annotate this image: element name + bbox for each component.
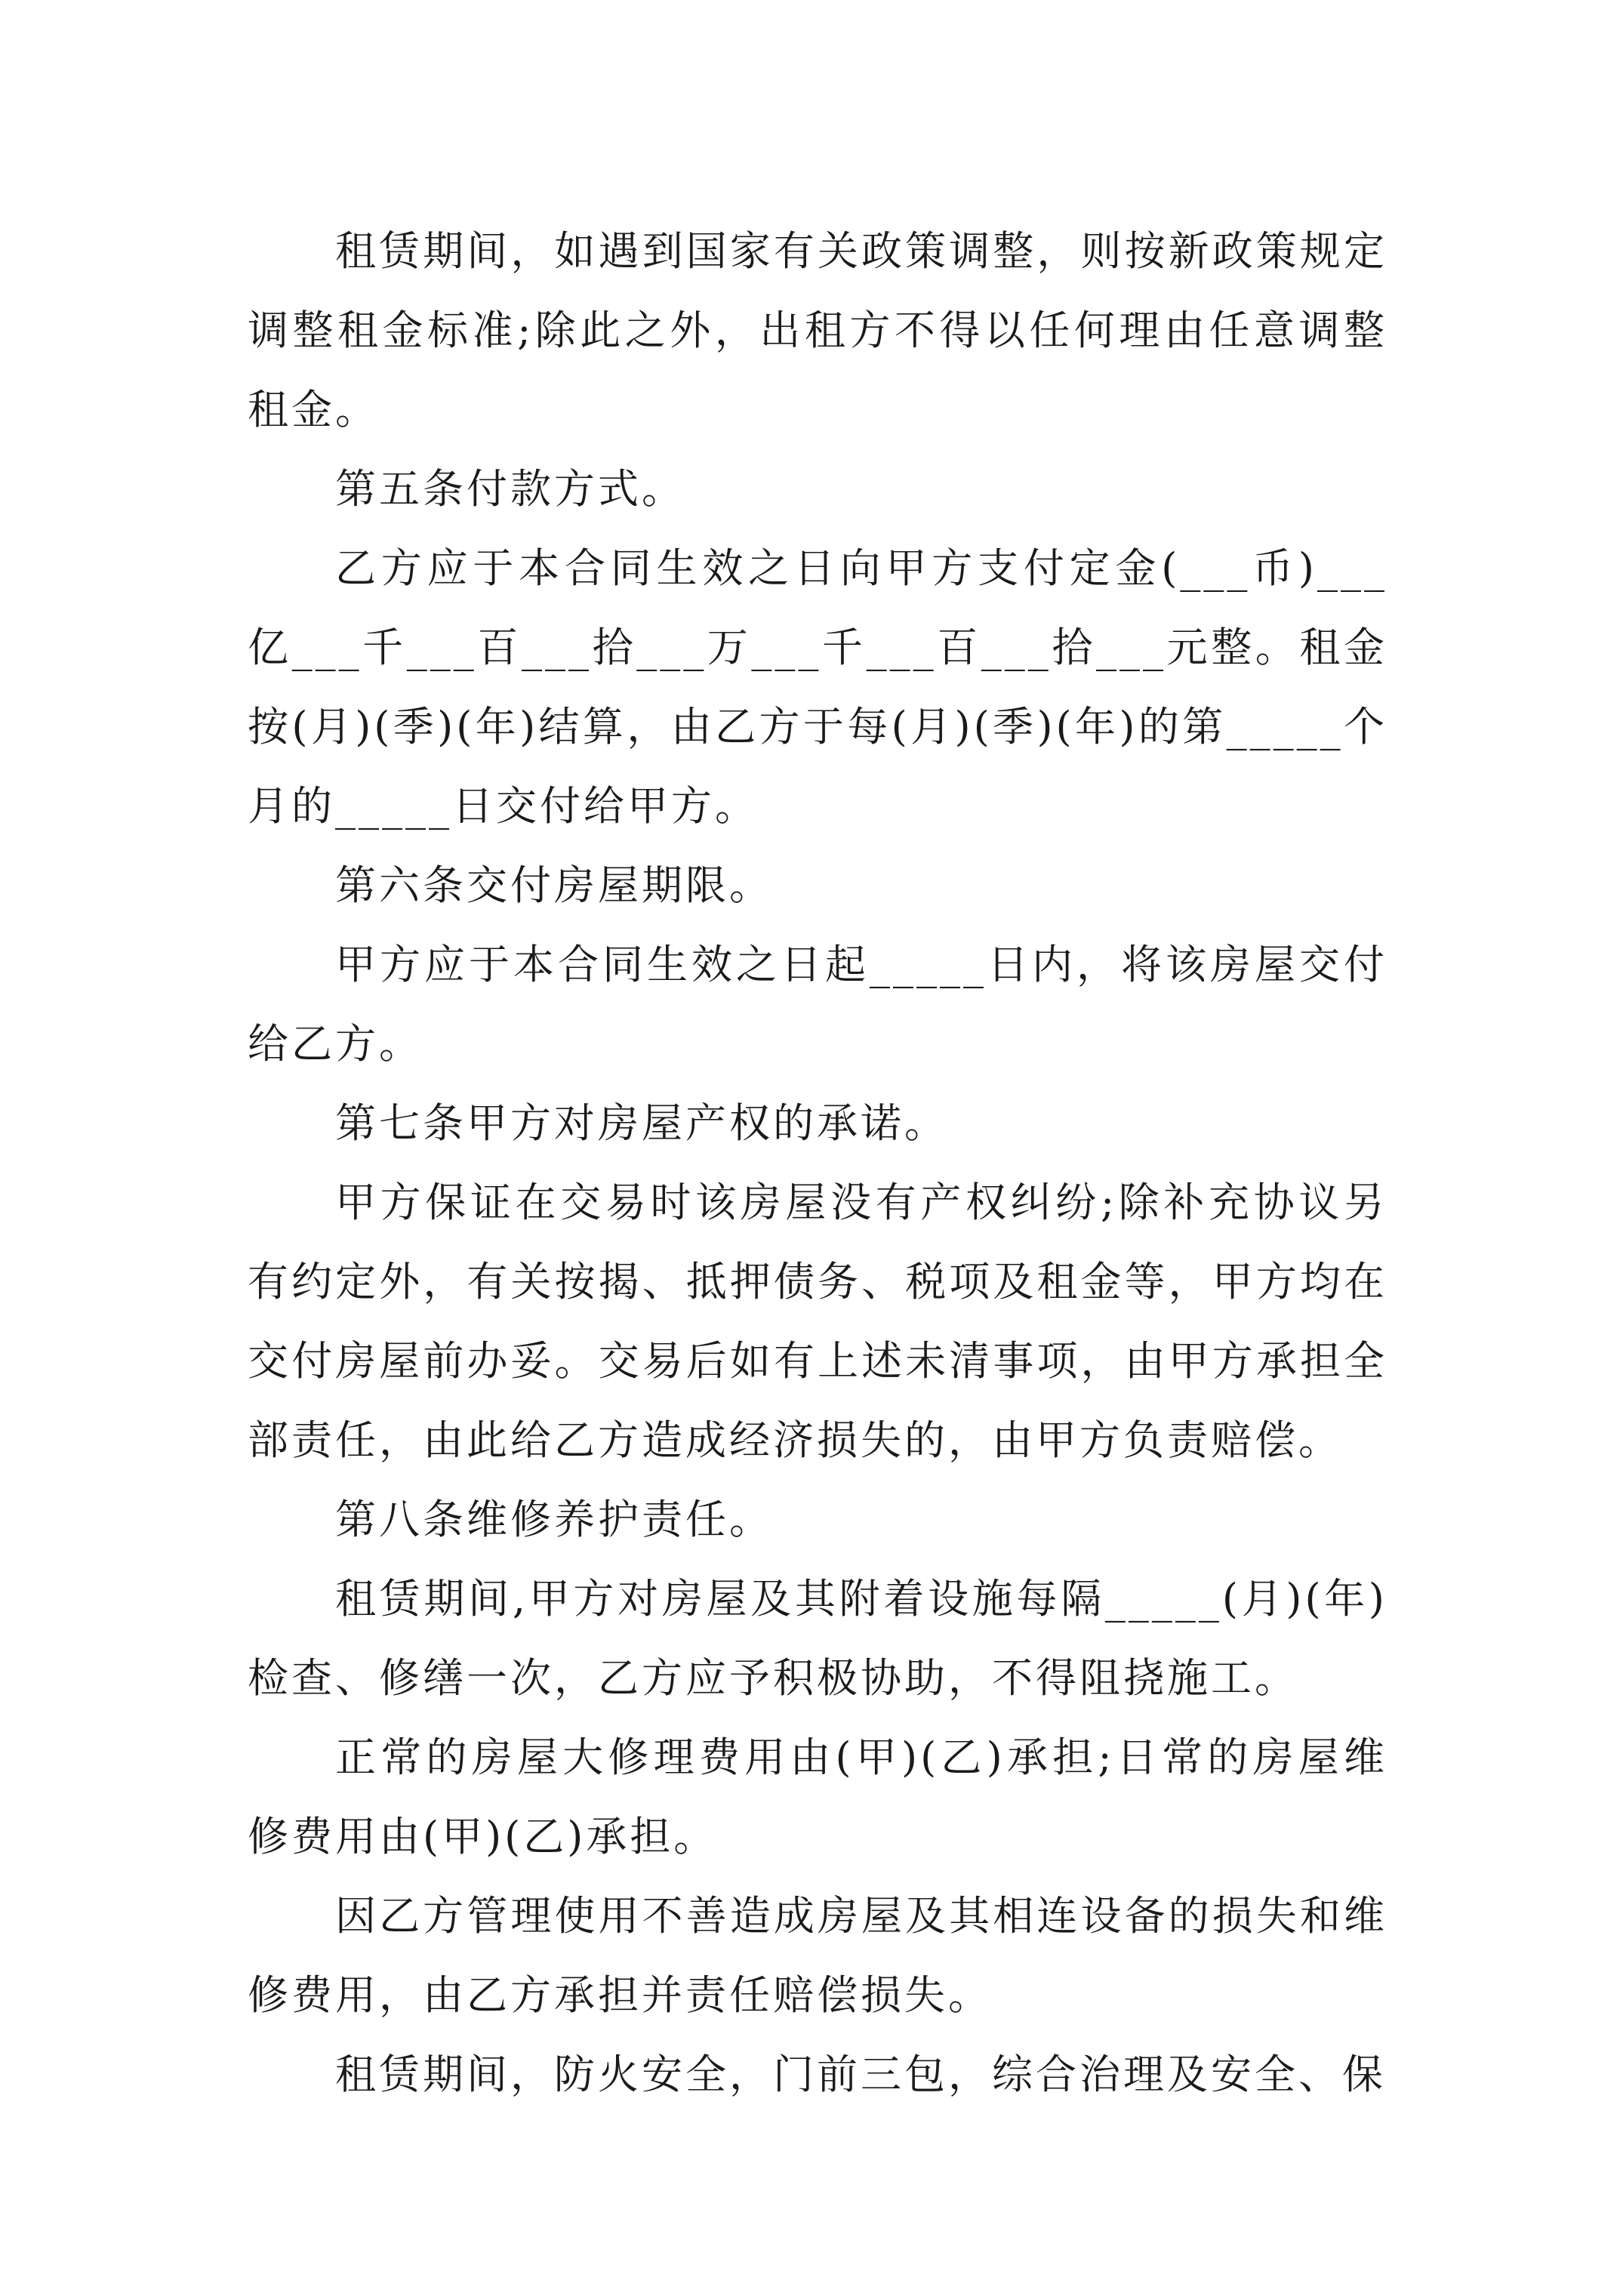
paragraph-deposit-payment: 乙方应于本合同生效之日向甲方支付定金(___币)___亿___千___百___拾___万___千___百___拾___元整。租金按(月)(季)(年)结算，由乙方于每(月)(季)(年)的第_____个月的_____日交付给甲方。 [248,544,1387,830]
paragraph-delivery-deadline: 甲方应于本合同生效之日起_____日内，将该房屋交付给乙方。 [248,941,1387,1068]
paragraph-rent-adjustment: 租赁期间，如遇到国家有关政策调整，则按新政策规定调整租金标准;除此之外，出租方不得以任何理由任意调整租金。 [248,227,1387,433]
paragraph-fire-safety: 租赁期间，防火安全，门前三包，综合治理及安全、保 [335,2051,1386,2098]
heading-article-5-payment: 第五条付款方式。 [335,465,685,513]
heading-article-6-delivery: 第六条交付房屋期限。 [335,861,773,909]
paragraph-inspection: 租赁期间,甲方对房屋及其附着设施每隔_____(月)(年)检查、修缮一次，乙方应予积极协助，不得阻挠施工。 [248,1575,1387,1702]
paragraph-title-guarantee: 甲方保证在交易时该房屋没有产权纠纷;除补充协议另有约定外，有关按揭、抵押债务、税项及租金等，甲方均在交付房屋前办妥。交易后如有上述未清事项，由甲方承担全部责任，由此给乙方造成经济损失的，由甲方负责赔偿。 [248,1179,1387,1464]
heading-article-7-title: 第七条甲方对房屋产权的承诺。 [335,1099,948,1147]
document-body [248,211,1387,2114]
paragraph-repair-costs: 正常的房屋大修理费用由(甲)(乙)承担;日常的房屋维修费用由(甲)(乙)承担。 [248,1734,1387,1860]
paragraph-damage-liability: 因乙方管理使用不善造成房屋及其相连设备的损失和维修费用，由乙方承担并责任赔偿损失。 [248,1892,1387,2019]
heading-article-8-maintenance: 第八条维修养护责任。 [335,1496,773,1543]
